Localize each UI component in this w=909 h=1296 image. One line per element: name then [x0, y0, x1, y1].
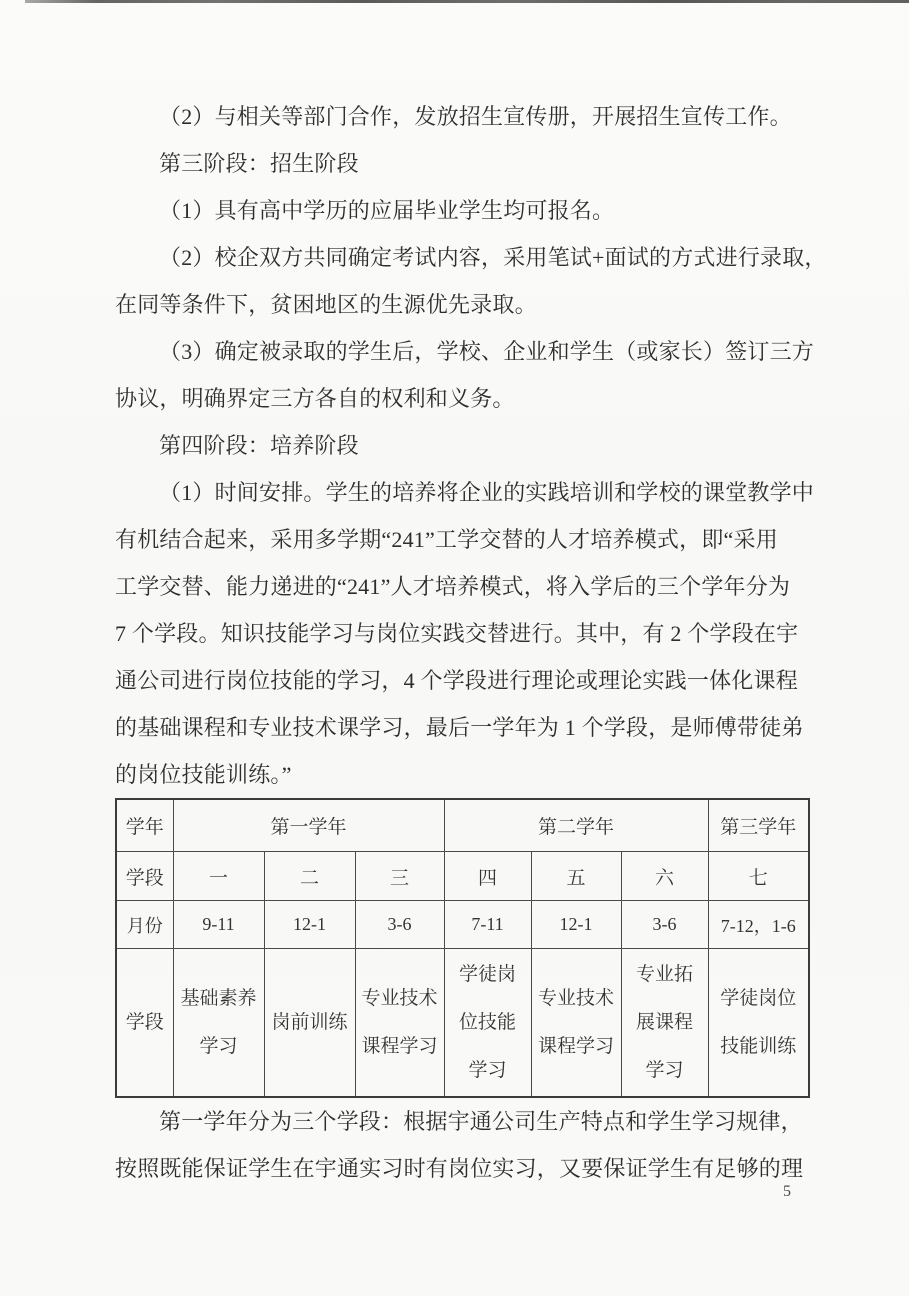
- text-line: 7 个学段。知识技能学习与岗位实践交替进行。其中，有 2 个学段在宇: [115, 621, 799, 646]
- month-row-label: 月份: [116, 901, 173, 949]
- table-row-stage-content: [116, 949, 809, 1098]
- year-row-label: 学年: [116, 799, 173, 852]
- text-line: 通公司进行岗位技能的学习，4 个学段进行理论或理论实践一体化课程: [115, 668, 798, 693]
- section-heading: 第三阶段：招生阶段: [159, 151, 359, 176]
- document-body: [115, 93, 827, 1192]
- text-line: 在同等条件下，贫困地区的生源优先录取。: [115, 292, 537, 317]
- text-line: 的岗位技能训练。”: [115, 762, 292, 787]
- stage-content-cell: 学徒岗位技能学习: [444, 949, 531, 1098]
- text-line: 第一学年分为三个学段：根据宇通公司生产特点和学生学习规律，: [159, 1109, 803, 1134]
- stage-cell: 三: [355, 852, 444, 901]
- table-row-months: [116, 901, 809, 949]
- stage-row-label: 学段: [116, 852, 173, 901]
- stage-content-cell: 专业拓展课程学习: [621, 949, 708, 1098]
- stage-content-cell: 基础素养学习: [173, 949, 264, 1098]
- month-cell: 7-11: [444, 901, 531, 949]
- stage-cell: 四: [444, 852, 531, 901]
- month-cell: 9-11: [173, 901, 264, 949]
- text-line: （1）时间安排。学生的培养将企业的实践培训和学校的课堂教学中: [159, 480, 815, 505]
- year-cell-second: 第二学年: [444, 799, 708, 852]
- month-cell: 12-1: [531, 901, 621, 949]
- text-line: （1）具有高中学历的应届毕业学生均可报名。: [159, 198, 615, 223]
- text-line: （2）与相关等部门合作，发放招生宣传册，开展招生宣传工作。: [159, 104, 792, 129]
- stage-cell: 二: [264, 852, 355, 901]
- month-cell: 12-1: [264, 901, 355, 949]
- training-schedule-table: [115, 798, 810, 1098]
- section-heading: 第四阶段：培养阶段: [159, 433, 359, 458]
- text-line: （3）确定被录取的学生后，学校、企业和学生（或家长）签订三方: [159, 339, 815, 364]
- stage-content-cell: 专业技术课程学习: [531, 949, 621, 1098]
- stage-cell: 六: [621, 852, 708, 901]
- content-row-label: 学段: [116, 949, 173, 1098]
- stage-cell: 一: [173, 852, 264, 901]
- text-line: 的基础课程和专业技术课学习，最后一学年为 1 个学段，是师傅带徒弟: [115, 715, 804, 740]
- text-line: 按照既能保证学生在宇通实习时有岗位实习，又要保证学生有足够的理: [115, 1156, 804, 1181]
- stage-cell: 七: [708, 852, 809, 901]
- text-line: 有机结合起来，采用多学期“241”工学交替的人才培养模式，即“采用: [115, 527, 778, 552]
- stage-content-cell: 学徒岗位技能训练: [708, 949, 809, 1098]
- text-line: 工学交替、能力递进的“241”人才培养模式，将入学后的三个学年分为: [115, 574, 791, 599]
- table-row-stages: [116, 852, 809, 901]
- month-cell: 3-6: [621, 901, 708, 949]
- scan-artifact-line: [25, 0, 909, 3]
- stage-cell: 五: [531, 852, 621, 901]
- stage-content-cell: 岗前训练: [264, 949, 355, 1098]
- month-cell: 7-12，1-6: [708, 901, 809, 949]
- text-line: 协议，明确界定三方各自的权利和义务。: [115, 386, 515, 411]
- text-line: （2）校企双方共同确定考试内容，采用笔试+面试的方式进行录取，: [159, 245, 827, 270]
- year-cell-third: 第三学年: [708, 799, 809, 852]
- month-cell: 3-6: [355, 901, 444, 949]
- table-row-years: [116, 799, 809, 852]
- year-cell-first: 第一学年: [173, 799, 444, 852]
- stage-content-cell: 专业技术课程学习: [355, 949, 444, 1098]
- page-number: 5: [783, 1183, 791, 1200]
